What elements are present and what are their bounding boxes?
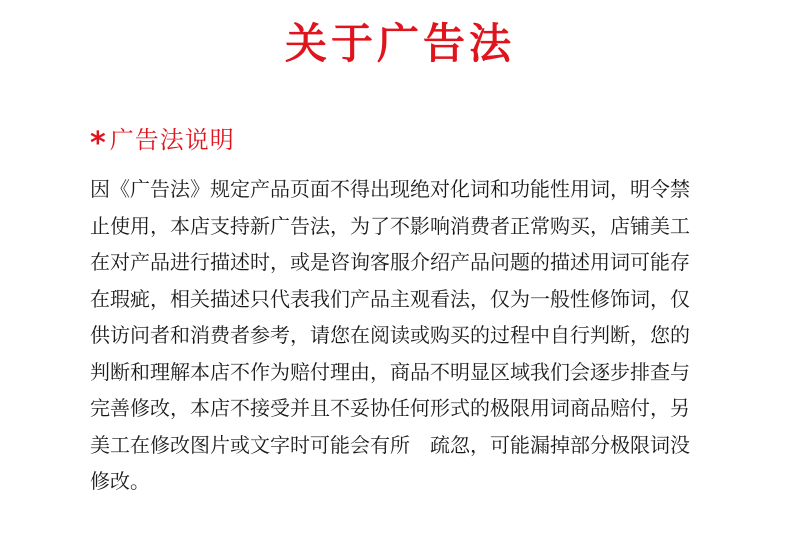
- section-heading: [90, 120, 235, 160]
- body-line: 止使用，本店支持新广告法，为了不影响消费者正常购买，店铺美工: [90, 213, 690, 238]
- body-line: 因《广告法》规定产品页面不得出现绝对化词和功能性用词，明令禁: [90, 177, 690, 201]
- body-line: 在瑕疵，相关描述只代表我们产品主观看法，仅为一般性修饰词，仅: [90, 286, 690, 311]
- asterisk-icon: *: [90, 126, 106, 161]
- body-line: 在对产品进行描述时，或是咨询客服介绍产品问题的描述用词可能存: [90, 250, 690, 274]
- body-line: 判断和理解本店不作为赔付理由，商品不明显区域我们会逐步排查与: [90, 359, 690, 384]
- notice-body: [90, 171, 730, 500]
- page-title: 关于广告法: [284, 19, 515, 68]
- section-title: 广告法说明: [109, 126, 235, 154]
- body-line: 供访问者和消费者参考，请您在阅读或购买的过程中自行判断，您的: [90, 323, 690, 347]
- body-line: 修改。: [90, 469, 150, 493]
- body-line: 完善修改，本店不接受并且不妥协任何形式的极限用词商品赔付，另: [90, 396, 690, 420]
- body-line: 美工在修改图片或文字时可能会有所 疏忽，可能漏掉部分极限词没: [90, 432, 690, 457]
